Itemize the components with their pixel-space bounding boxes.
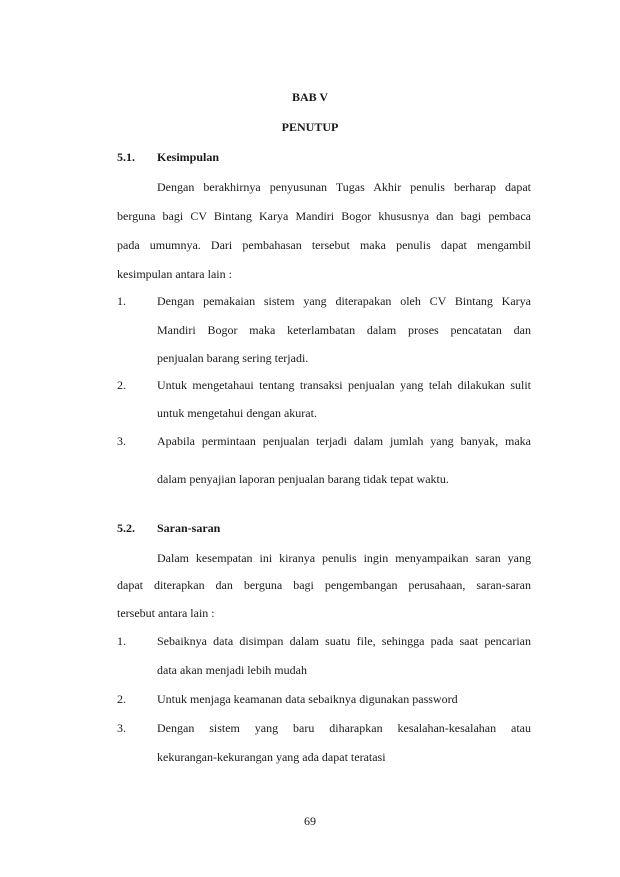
list-item-line: kekurangan-kekurangan yang ada dapat teratasi [157, 750, 386, 764]
list-item-line: Untuk mengetahaui tentang transaksi penjualan yang telah dilakukan sulit [157, 378, 531, 392]
chapter-title: PENUTUP [281, 120, 339, 134]
list-item-line: dalam penyajian laporan penjualan barang tidak tepat waktu. [157, 472, 449, 486]
list-item-line: Dengan sistem yang baru diharapkan kesalahan-kesalahan atau [157, 721, 531, 735]
list-item-number: 1. [117, 634, 126, 648]
list-item-number: 2. [117, 378, 126, 392]
list-item-line: Apabila permintaan penjualan terjadi dalam jumlah yang banyak, maka [157, 434, 531, 448]
list-item-number: 3. [117, 721, 126, 735]
paragraph-line: Dalam kesempatan ini kiranya penulis ingin menyampaikan saran yang [157, 551, 531, 565]
list-item-line: Untuk menjaga keamanan data sebaiknya digunakan password [157, 692, 458, 706]
list-item-line: Sebaiknya data disimpan dalam suatu file, sehingga pada saat pencarian [157, 634, 531, 648]
paragraph-line: Dengan berakhirnya penyusunan Tugas Akhir penulis berharap dapat [157, 180, 531, 194]
section-title: Kesimpulan [157, 150, 220, 164]
list-item-line: Dengan pemakaian sistem yang diterapakan oleh CV Bintang Karya [157, 294, 531, 308]
paragraph-line: dapat diterapkan dan berguna bagi pengembangan perusahaan, saran-saran [117, 578, 531, 592]
paragraph-line: berguna bagi CV Bintang Karya Mandiri Bogor khususnya dan bagi pembaca [117, 209, 531, 223]
paragraph-line: tersebut antara lain : [117, 606, 215, 620]
list-item-line: untuk mengetahui dengan akurat. [157, 406, 317, 420]
paragraph-line: pada umumnya. Dari pembahasan tersebut maka penulis dapat mengambil [117, 238, 531, 252]
list-item-number: 2. [117, 692, 126, 706]
section-number: 5.1. [117, 150, 135, 164]
paragraph-line: kesimpulan antara lain : [117, 267, 232, 281]
section-number: 5.2. [117, 521, 135, 535]
list-item-line: data akan menjadi lebih mudah [157, 663, 307, 677]
section-title: Saran-saran [157, 521, 221, 535]
list-item-line: penjualan barang sering terjadi. [157, 351, 309, 365]
list-item-line: Mandiri Bogor maka keterlambatan dalam proses pencatatan dan [157, 323, 531, 337]
list-item-number: 1. [117, 294, 126, 308]
list-item-number: 3. [117, 434, 126, 448]
page-number: 69 [304, 814, 316, 828]
chapter-label: BAB V [291, 90, 329, 104]
